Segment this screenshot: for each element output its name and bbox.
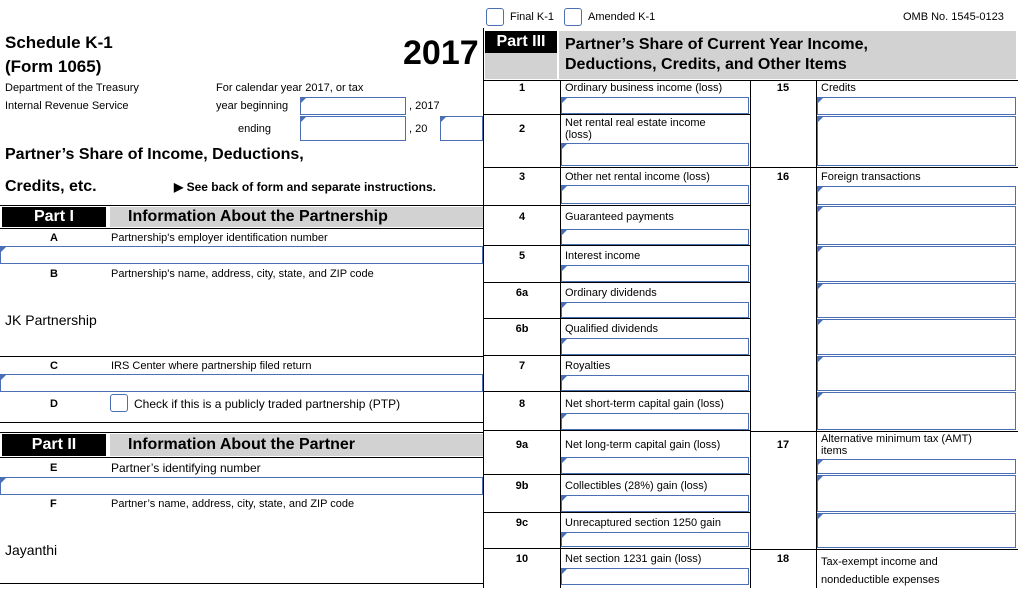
line-e-letter: E bbox=[50, 462, 58, 474]
subtitle-line-2: Credits, etc. bbox=[5, 178, 97, 195]
partnership-name-value[interactable]: JK Partnership bbox=[5, 312, 97, 328]
line-b-label: Partnership's name, address, city, state, and ZIP code bbox=[111, 268, 374, 280]
line-16-input-2[interactable] bbox=[817, 206, 1016, 245]
line-a-label: Partnership's employer identification number bbox=[111, 232, 328, 244]
line-4-label: Guaranteed payments bbox=[565, 211, 674, 223]
line-8-num: 8 bbox=[518, 398, 526, 410]
line-8-input[interactable] bbox=[561, 413, 749, 430]
line-7-num: 7 bbox=[518, 360, 526, 372]
omb-number: OMB No. 1545-0123 bbox=[903, 11, 1004, 23]
ending-year-input[interactable] bbox=[440, 116, 483, 141]
line-2-label: Net rental real estate income (loss) bbox=[565, 117, 706, 141]
irs-label: Internal Revenue Service bbox=[5, 100, 129, 112]
line-16-input-7[interactable] bbox=[817, 392, 1016, 430]
calendar-year-label: For calendar year 2017, or tax bbox=[216, 82, 364, 94]
line-16-input-4[interactable] bbox=[817, 283, 1016, 318]
part3-tag: Part III bbox=[485, 31, 557, 53]
form-number: (Form 1065) bbox=[5, 57, 102, 76]
line-15-num: 15 bbox=[776, 82, 790, 94]
part2-tag: Part II bbox=[2, 434, 106, 456]
line-b-letter: B bbox=[50, 268, 58, 280]
dept-treasury: Department of the Treasury bbox=[5, 82, 139, 94]
irs-center-input[interactable] bbox=[0, 374, 483, 392]
line-17-num: 17 bbox=[776, 439, 790, 451]
year-beginning-label: year beginning bbox=[216, 100, 289, 112]
partnership-ein-input[interactable] bbox=[0, 246, 483, 264]
ending-label: ending bbox=[238, 123, 272, 135]
line-c-label: IRS Center where partnership filed return bbox=[111, 360, 312, 372]
line-6b-num: 6b bbox=[515, 323, 529, 335]
line-10-input[interactable] bbox=[561, 568, 749, 585]
final-k1-label: Final K-1 bbox=[510, 11, 555, 23]
line-16-input-6[interactable] bbox=[817, 356, 1016, 391]
line-16-num: 16 bbox=[776, 171, 790, 183]
line-8-label: Net short-term capital gain (loss) bbox=[565, 398, 724, 410]
part1-tag: Part I bbox=[2, 207, 106, 227]
line-f-letter: F bbox=[50, 498, 57, 510]
part3-title-line-2: Deductions, Credits, and Other Items bbox=[565, 56, 847, 73]
line-3-num: 3 bbox=[518, 171, 526, 183]
line-9b-label: Collectibles (28%) gain (loss) bbox=[565, 480, 708, 492]
line-5-num: 5 bbox=[518, 250, 526, 262]
partner-name-value[interactable]: Jayanthi bbox=[5, 542, 58, 558]
line-6b-label: Qualified dividends bbox=[565, 323, 658, 335]
line-5-label: Interest income bbox=[565, 250, 641, 262]
year-beginning-input[interactable] bbox=[300, 97, 406, 115]
line-17-input-1[interactable] bbox=[817, 459, 1016, 474]
line-2-input[interactable] bbox=[561, 143, 749, 166]
partner-id-input[interactable] bbox=[0, 477, 483, 495]
line-d-letter: D bbox=[50, 398, 58, 410]
amended-k1-label: Amended K-1 bbox=[588, 11, 656, 23]
line-e-label: Partner’s identifying number bbox=[111, 461, 261, 475]
line-f-label: Partner’s name, address, city, state, and ZIP code bbox=[111, 498, 355, 510]
line-15-label: Credits bbox=[821, 82, 856, 94]
line-2-num: 2 bbox=[518, 123, 526, 135]
line-17-label: Alternative minimum tax (AMT) items bbox=[821, 433, 972, 457]
final-k1-checkbox[interactable] bbox=[486, 8, 504, 26]
year-20-label: , 20 bbox=[409, 123, 428, 135]
form-title: Schedule K-1 bbox=[5, 33, 113, 52]
line-9a-label: Net long-term capital gain (loss) bbox=[565, 439, 721, 451]
line-17-input-3[interactable] bbox=[817, 513, 1016, 548]
line-9c-label: Unrecaptured section 1250 gain bbox=[565, 517, 721, 529]
line-9b-input[interactable] bbox=[561, 495, 749, 512]
line-7-label: Royalties bbox=[565, 360, 611, 372]
line-a-letter: A bbox=[50, 232, 58, 244]
subtitle-line-1: Partner’s Share of Income, Deductions, bbox=[5, 146, 304, 163]
line-9c-num: 9c bbox=[515, 517, 529, 529]
line-c-letter: C bbox=[50, 360, 58, 372]
line-3-label: Other net rental income (loss) bbox=[565, 171, 710, 183]
line-1-input[interactable] bbox=[561, 97, 749, 114]
part2-title: Information About the Partner bbox=[110, 434, 483, 456]
tax-year: 2017 bbox=[403, 34, 479, 72]
see-back-instructions: ▶ See back of form and separate instructions. bbox=[174, 180, 436, 194]
line-16-input-5[interactable] bbox=[817, 319, 1016, 355]
line-18-label: Tax-exempt income and nondeductible expenses bbox=[821, 556, 940, 586]
ptp-checkbox[interactable] bbox=[110, 394, 128, 412]
line-16-input-3[interactable] bbox=[817, 246, 1016, 282]
line-1-num: 1 bbox=[518, 82, 526, 94]
line-18-num: 18 bbox=[776, 553, 790, 565]
line-6a-label: Ordinary dividends bbox=[565, 287, 657, 299]
line-10-label: Net section 1231 gain (loss) bbox=[565, 553, 702, 565]
line-7-input[interactable] bbox=[561, 375, 749, 391]
amended-k1-checkbox[interactable] bbox=[564, 8, 582, 26]
line-3-input[interactable] bbox=[561, 185, 749, 204]
line-d-label: Check if this is a publicly traded partnership (PTP) bbox=[134, 397, 401, 411]
line-6b-input[interactable] bbox=[561, 338, 749, 355]
line-4-input[interactable] bbox=[561, 229, 749, 245]
line-15-input-2[interactable] bbox=[817, 116, 1016, 166]
line-6a-input[interactable] bbox=[561, 302, 749, 318]
line-6a-num: 6a bbox=[515, 287, 529, 299]
line-16-label: Foreign transactions bbox=[821, 171, 921, 183]
part3-title bbox=[559, 31, 1016, 79]
line-16-input-1[interactable] bbox=[817, 186, 1016, 205]
line-4-num: 4 bbox=[518, 211, 526, 223]
year-2017-label: , 2017 bbox=[409, 100, 440, 112]
ending-date-input[interactable] bbox=[300, 116, 406, 141]
line-9c-input[interactable] bbox=[561, 532, 749, 547]
part1-title: Information About the Partnership bbox=[110, 207, 483, 227]
part3-title-line-1: Partner’s Share of Current Year Income, bbox=[565, 36, 868, 53]
line-9b-num: 9b bbox=[515, 480, 529, 492]
line-5-input[interactable] bbox=[561, 265, 749, 282]
line-1-label: Ordinary business income (loss) bbox=[565, 82, 723, 94]
line-15-input-1[interactable] bbox=[817, 97, 1016, 115]
line-10-num: 10 bbox=[515, 553, 529, 565]
line-9a-num: 9a bbox=[515, 439, 529, 451]
line-17-input-2[interactable] bbox=[817, 475, 1016, 512]
line-9a-input[interactable] bbox=[561, 457, 749, 474]
